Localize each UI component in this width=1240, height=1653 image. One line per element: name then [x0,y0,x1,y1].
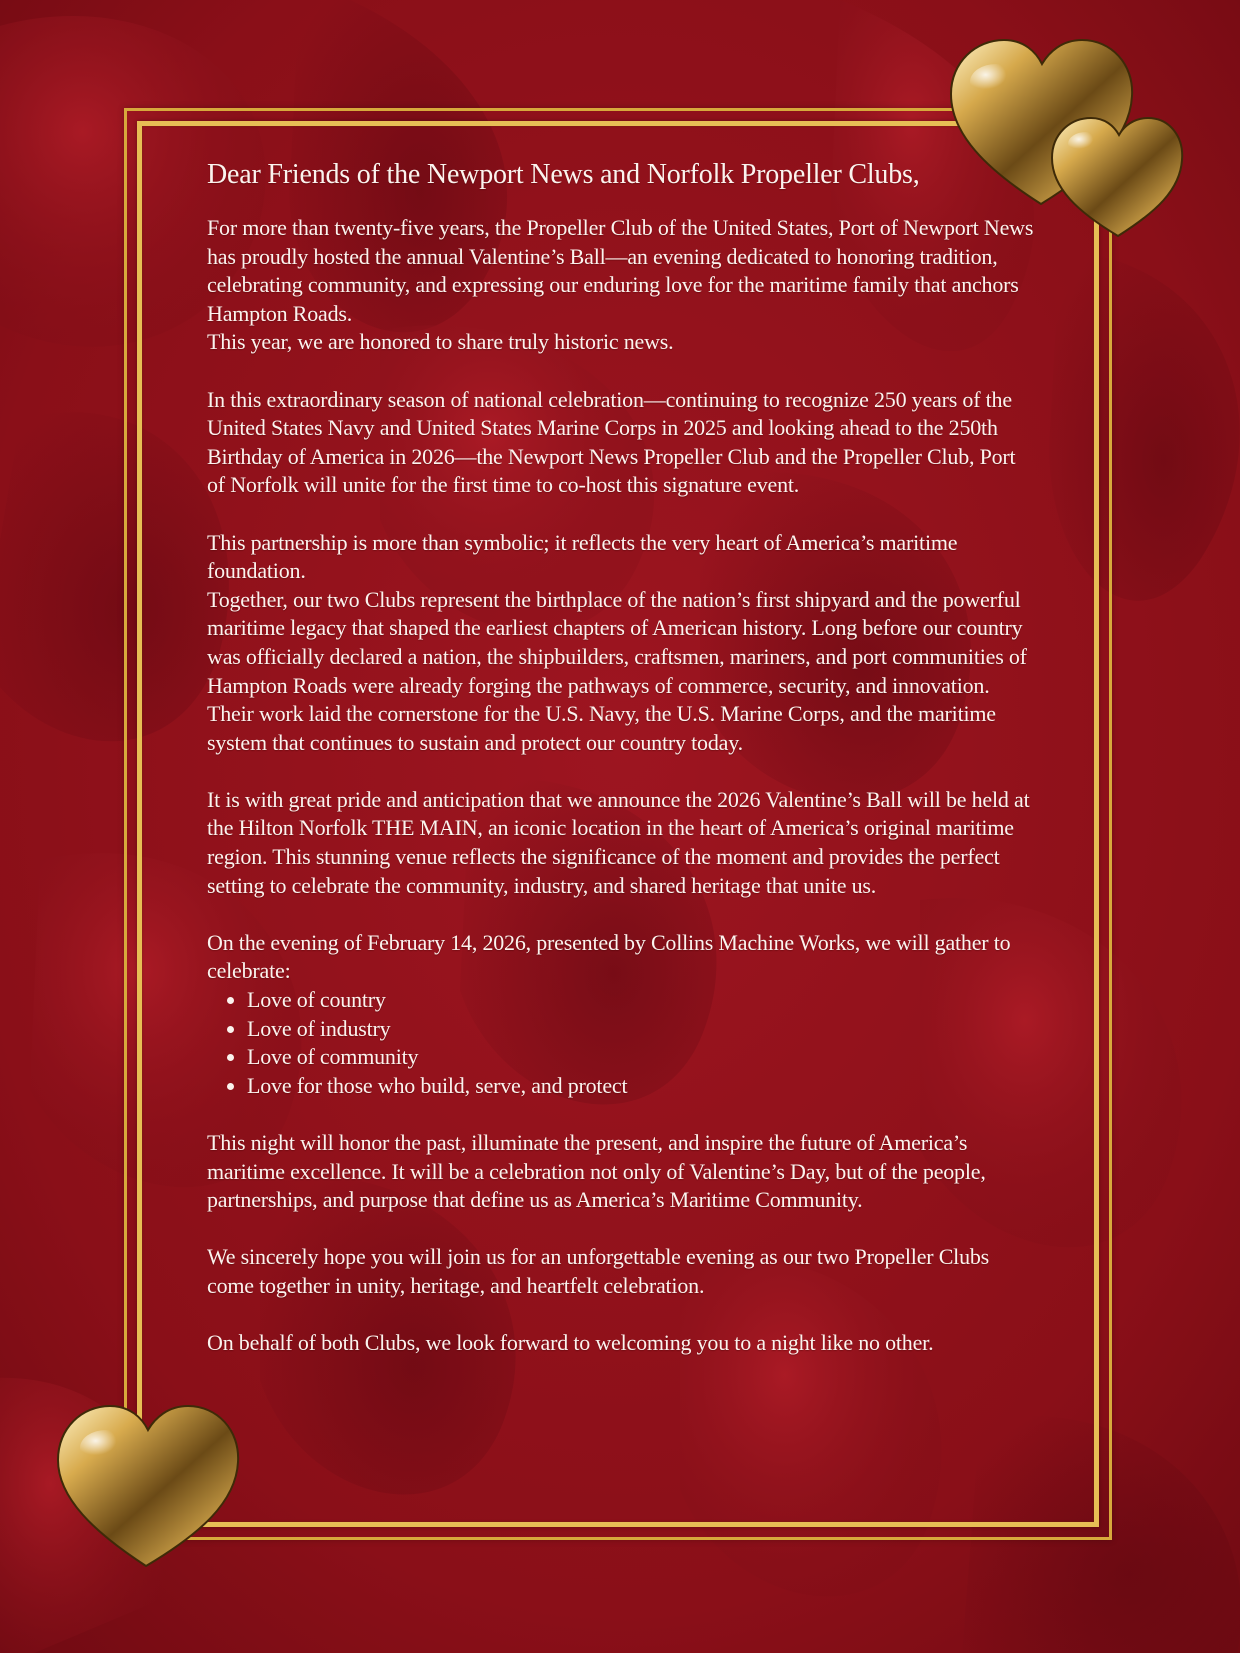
historic-news-text: This year, we are honored to share truly historic news. [207,329,674,355]
partnership-text: This partnership is more than symbolic; it reflects the very heart of America’s maritime foundation. [207,529,958,584]
legacy-text: Together, our two Clubs represent the birthplace of the nation’s first shipyard and the powerful maritime legacy that shaped the earliest chapters of American history. Long before our country was officially declared a nation, the shipbuilders, craftsmen, mariners, and port communities of Hampton Roads were already forging the pathways of commerce, security, and innovation. Their work laid the cornerstone for the U.S. Navy, the U.S. Marine Corps, and the maritime system that continues to sustain and protect our country today. [207,586,1027,755]
celebration-list [207,986,1037,1100]
paragraph-honor: This night will honor the past, illuminate the present, and inspire the future of America’s maritime excellence. It will be a celebration not only of Valentine’s Day, but of the people, partnerships, and purpose that define us as America’s Maritime Community. [207,1130,986,1213]
paragraph-event-date: On the evening of February 14, 2026, presented by Collins Machine Works, we will gather to celebrate: [207,929,1011,984]
history-text: For more than twenty-five years, the Propeller Club of the United States, Port of Newport News has proudly hosted the annual Valentine’s Ball—an evening dedicated to honoring tradition, celebrating community, and expressing our enduring love for the maritime family that anchors Hampton Roads. [207,215,1034,326]
list-item: • Love of industry [247,1015,1037,1044]
list-item: • Love of community [247,1043,1037,1072]
list-item: • Love for those who build, serve, and protect [247,1072,1037,1101]
paragraph-history [207,214,1037,357]
list-item: • Love of country [247,986,1037,1015]
paragraph-invitation: We sincerely hope you will join us for an unforgettable evening as our two Propeller Clubs come together in unity, heritage, and heartfelt celebration. [207,1244,990,1298]
letter-greeting: Dear Friends of the Newport News and Norfolk Propeller Clubs, [207,159,920,190]
letter-body [207,158,1037,1386]
paragraph-closing: On behalf of both Clubs, we look forward to welcoming you to a night like no other. [207,1330,934,1356]
paragraph-partnership [207,529,1037,758]
gold-heart-icon [54,1402,244,1572]
paragraph-venue: It is with great pride and anticipation that we announce the 2026 Valentine’s Ball will be held at the Hilton Norfolk THE MAIN, an iconic location in the heart of America’s original maritime region. This stunning venue reflects the significance of the moment and provides the perfect setting to celebrate the community, industry, and shared heritage that unite us. [207,786,1030,898]
paragraph-celebration: In this extraordinary season of national celebration—continuing to recognize 250 years of the United States Navy and United States Marine Corps in 2025 and looking ahead to the 250th Birthday of America in 2026—the Newport News Propeller Club and the Propeller Club, Port of Norfolk will unite for the first time to co-host this signature event. [207,386,1016,498]
